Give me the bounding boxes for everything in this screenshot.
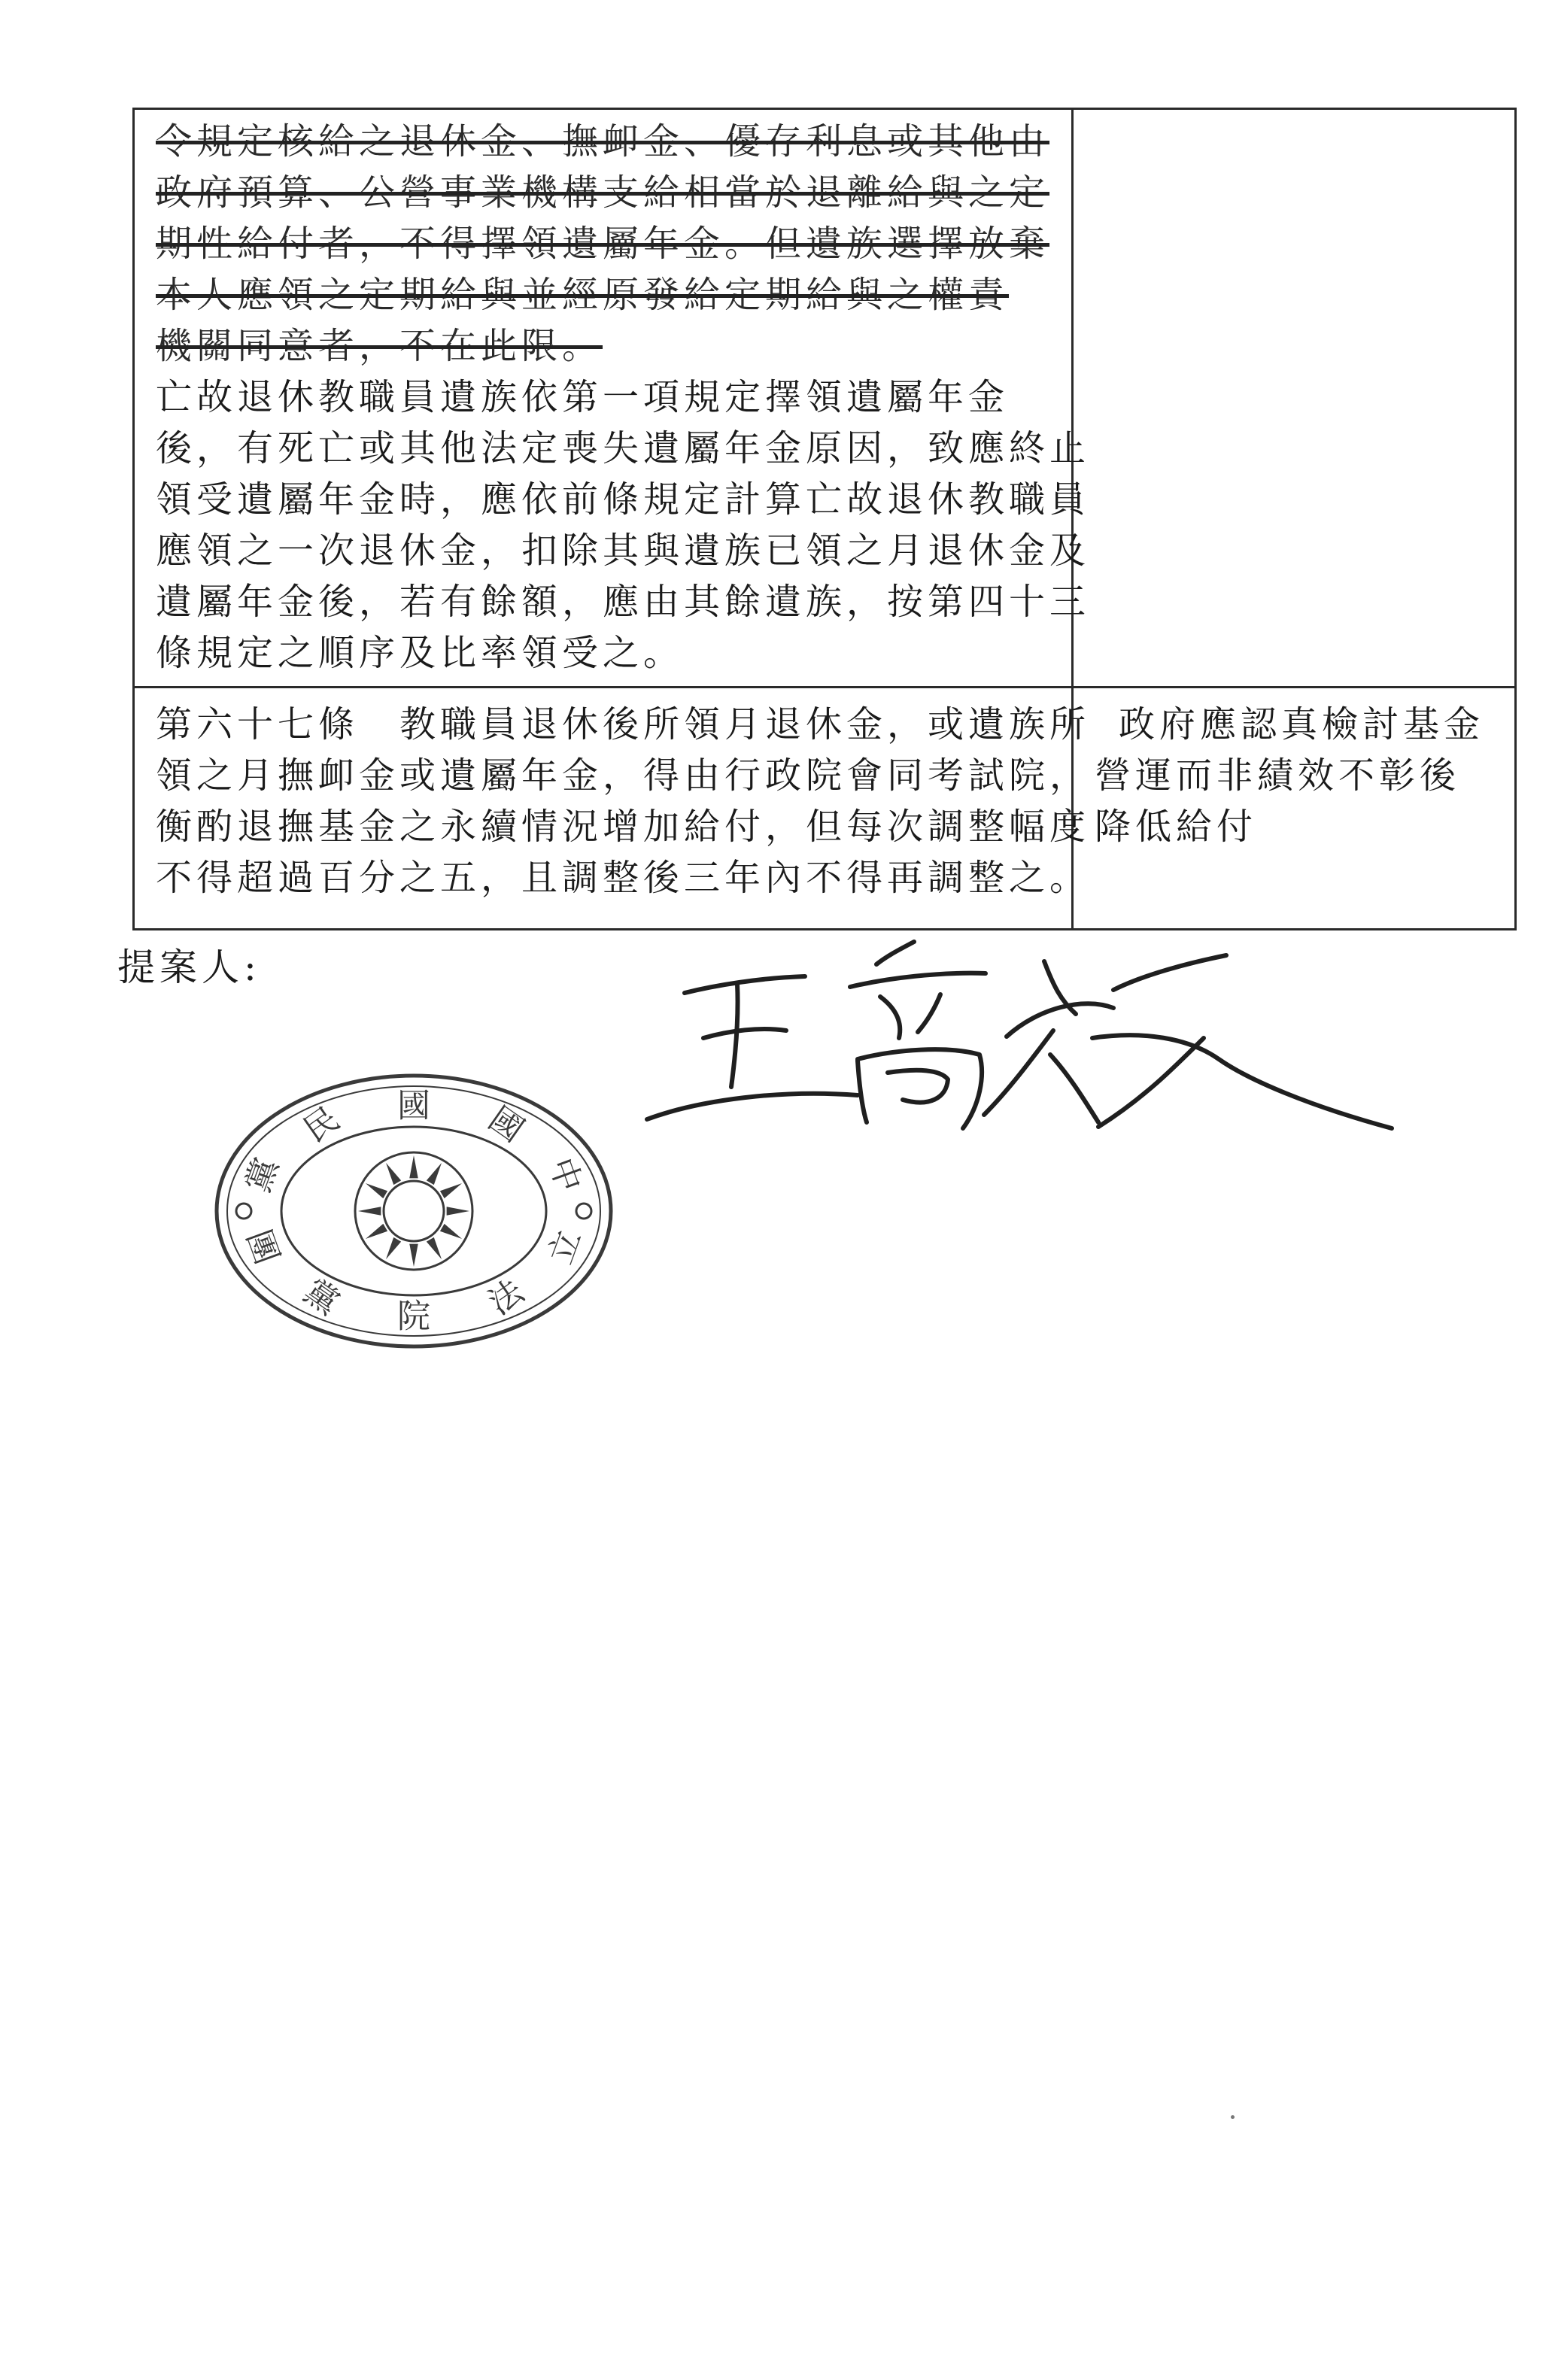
explanation-cell — [1073, 688, 1516, 930]
provision-text-line: 領受遺屬年金時，應依前條規定計算亡故退休教職員 — [156, 478, 1091, 521]
table-row — [134, 109, 1516, 688]
explanation-text-line: 降低給付 — [1095, 806, 1258, 848]
explanation-text-line: 營運而非績效不彰後 — [1095, 754, 1461, 797]
article-67-text-cell — [134, 688, 1091, 930]
seal-sun-ray — [427, 1237, 442, 1259]
seal-sun-ray — [366, 1224, 387, 1239]
provision-text-line: 衡酌退撫基金之永續情況增加給付，但每次調整幅度 — [156, 806, 1091, 848]
provision-text-line: 條規定之順序及比率領受之。 — [156, 632, 685, 674]
provision-text-line: 應領之一次退休金，扣除其與遺族已領之月退休金及 — [156, 530, 1091, 572]
seal-sun-ray — [409, 1155, 418, 1178]
seal-character: 黨 — [238, 1152, 287, 1198]
provision-text-line: 遺屬年金後，若有餘額，應由其餘遺族，按第四十三 — [156, 581, 1091, 623]
seal-sun-ray — [386, 1163, 401, 1185]
provision-text-line: 後，有死亡或其他法定喪失遺屬年金原因，致應終止 — [156, 427, 1091, 469]
seal-character: 團 — [238, 1225, 287, 1270]
explanation-text-line: 政府應認真檢討基金 — [1119, 703, 1485, 745]
provision-text-cell — [134, 109, 1091, 688]
seal-character: 立 — [541, 1225, 589, 1270]
deleted-text-line: 期性給付者，不得擇領遺屬年金。但遺族選擇放棄 — [156, 223, 1050, 265]
seal-character: 國 — [397, 1086, 430, 1125]
scan-speck — [1231, 2115, 1235, 2119]
provision-text-line: 不得超過百分之五，且調整後三年內不得再調整之。 — [156, 857, 1091, 899]
party-seal — [211, 1068, 617, 1354]
seal-sun-ray — [366, 1183, 387, 1198]
provision-text-line: 亡故退休教職員遺族依第一項規定擇領遺屬年金 — [156, 376, 1010, 418]
seal-character: 民 — [296, 1099, 346, 1150]
seal-character: 中 — [541, 1152, 589, 1198]
seal-sun-ray — [440, 1183, 462, 1198]
provision-text-line: 領之月撫卹金或遺屬年金，得由行政院會同考試院， — [156, 754, 1091, 797]
table-row — [134, 688, 1516, 930]
seal-sun-ray — [440, 1224, 462, 1239]
deleted-text-line: 政府預算、公營事業機構支給相當於退離給與之定 — [156, 172, 1050, 214]
seal-sun-ray — [427, 1163, 442, 1185]
seal-sun-ray — [447, 1207, 469, 1215]
deleted-text-line: 機關同意者，不在此限。 — [156, 325, 603, 367]
seal-sun-ray — [386, 1237, 401, 1259]
seal-sun-ray — [409, 1244, 418, 1267]
seal-character: 黨 — [296, 1272, 346, 1323]
seal-sun-ray — [358, 1207, 381, 1215]
handwritten-signature — [632, 925, 1399, 1151]
proposer-label: 提案人: — [117, 946, 261, 989]
deleted-text-line: 令規定核給之退休金、撫卹金、優存利息或其他由 — [156, 120, 1050, 162]
explanation-cell — [1073, 109, 1516, 688]
seal-character: 法 — [481, 1272, 531, 1323]
provision-text-line: 第六十七條 教職員退休後所領月退休金，或遺族所 — [156, 703, 1091, 745]
seal-character: 國 — [481, 1099, 531, 1150]
amendment-table — [132, 108, 1517, 930]
seal-character: 院 — [397, 1297, 430, 1336]
deleted-text-line: 本人應領之定期給與並經原發給定期給與之權責 — [156, 274, 1010, 316]
